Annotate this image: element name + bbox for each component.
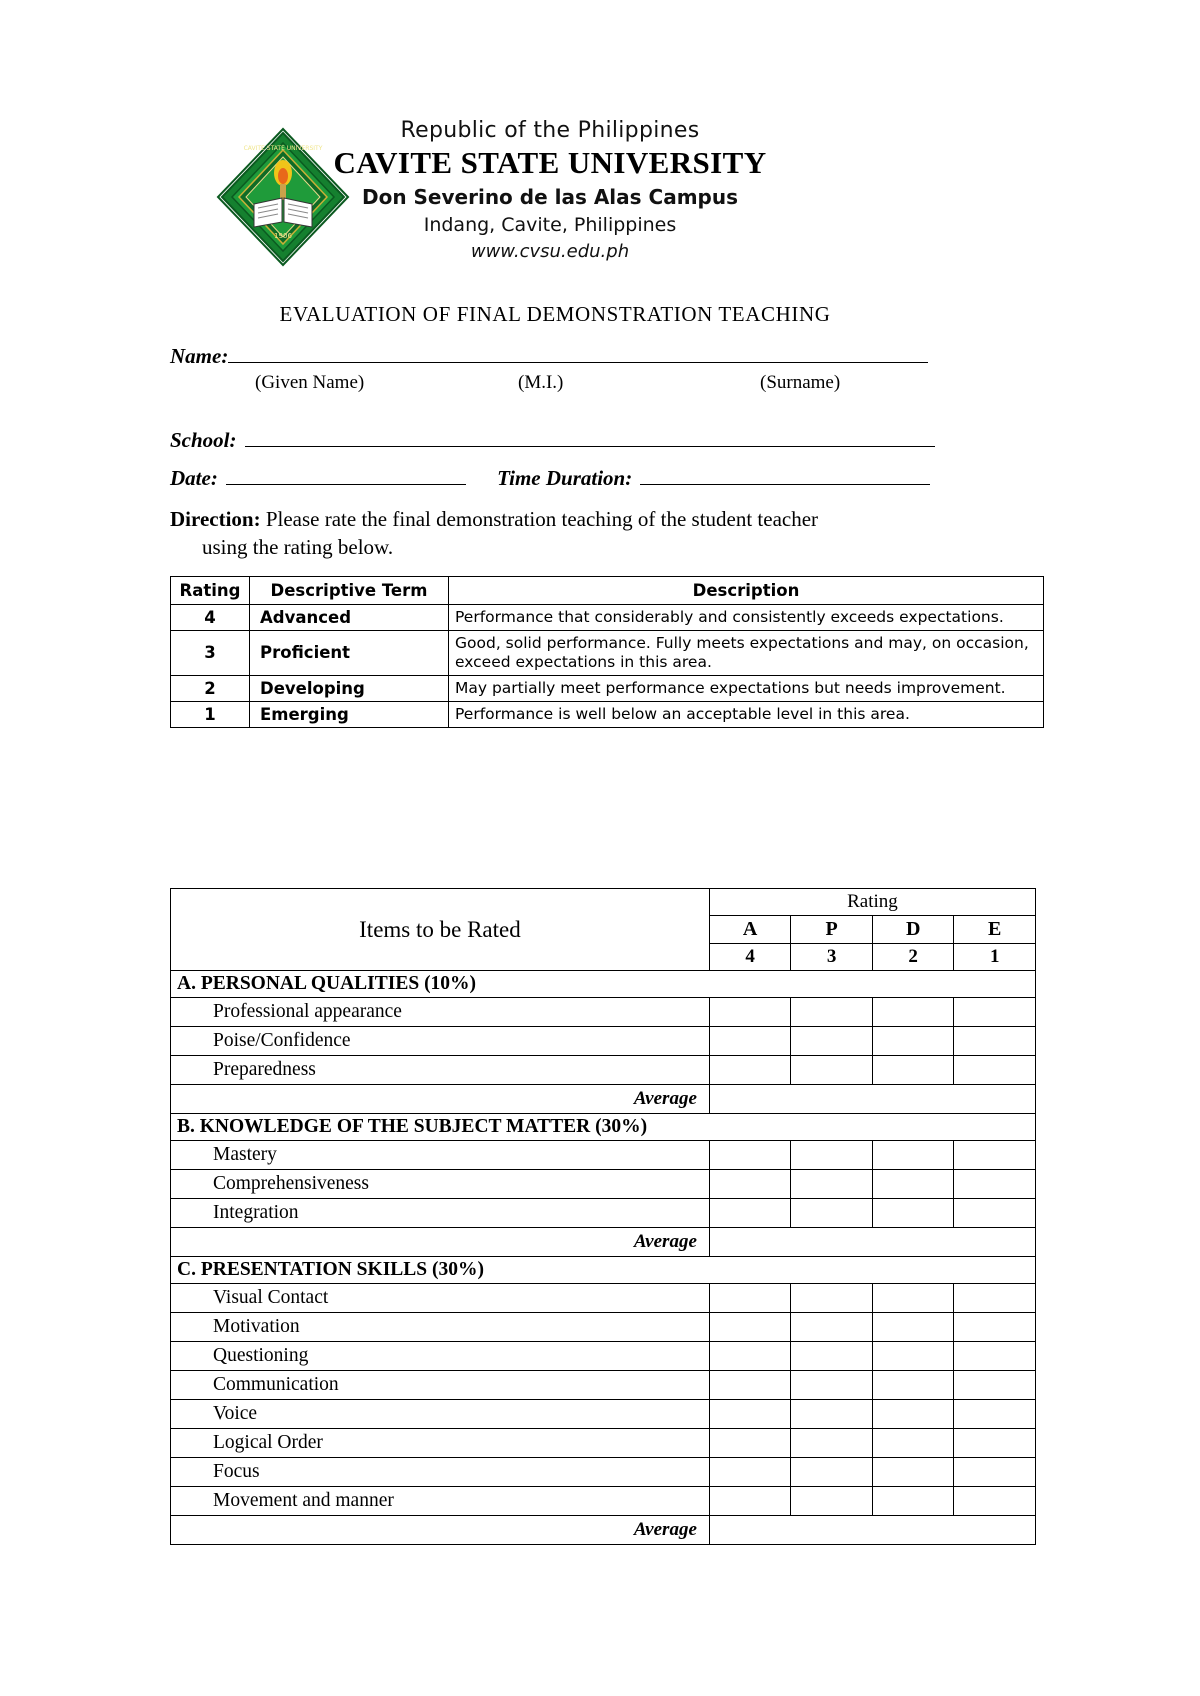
rating-cell-d[interactable] <box>872 1429 954 1458</box>
header-website: www.cvsu.edu.ph <box>470 241 630 262</box>
rating-cell-p[interactable] <box>791 1284 873 1313</box>
rating-col-e: E <box>954 916 1036 944</box>
legend-header-rating: Rating <box>171 577 250 605</box>
rating-header-label: Rating <box>709 889 1035 916</box>
date-label: Date: <box>170 466 218 490</box>
rating-legend-table <box>170 576 1044 728</box>
average-label-b: Average <box>171 1228 710 1257</box>
rating-cell-d[interactable] <box>872 1027 954 1056</box>
legend-rating-1: 1 <box>171 701 250 727</box>
rating-cell-e[interactable] <box>954 1342 1036 1371</box>
average-value-a[interactable] <box>709 1085 1035 1114</box>
date-input[interactable] <box>226 470 466 485</box>
rating-cell-a[interactable] <box>709 1313 791 1342</box>
legend-header-row <box>171 577 1044 605</box>
legend-row <box>171 631 1044 676</box>
rating-col-p-num: 3 <box>791 944 873 971</box>
rating-cell-d[interactable] <box>872 1284 954 1313</box>
rating-cell-a[interactable] <box>709 1141 791 1170</box>
legend-row <box>171 701 1044 727</box>
items-header-row-1 <box>171 889 1036 916</box>
rating-cell-e[interactable] <box>954 1056 1036 1085</box>
rating-cell-p[interactable] <box>791 1487 873 1516</box>
legend-term-emerging: Emerging <box>250 701 449 727</box>
rating-col-a: A <box>709 916 791 944</box>
section-header-row <box>171 971 1036 998</box>
rating-cell-e[interactable] <box>954 1284 1036 1313</box>
rating-cell-e[interactable] <box>954 1458 1036 1487</box>
rating-cell-p[interactable] <box>791 1313 873 1342</box>
rating-cell-d[interactable] <box>872 1400 954 1429</box>
rating-cell-a[interactable] <box>709 1056 791 1085</box>
legend-term-proficient: Proficient <box>250 631 449 676</box>
direction-text: Please rate the final demonstration teaching of the student teacher <box>265 507 819 531</box>
rating-col-p: P <box>791 916 873 944</box>
rating-cell-d[interactable] <box>872 1056 954 1085</box>
rating-cell-e[interactable] <box>954 998 1036 1027</box>
item-comprehensiveness: Comprehensiveness <box>171 1170 710 1199</box>
table-row <box>171 1170 1036 1199</box>
table-row <box>171 1056 1036 1085</box>
rating-cell-p[interactable] <box>791 1429 873 1458</box>
table-row <box>171 998 1036 1027</box>
rating-cell-a[interactable] <box>709 1199 791 1228</box>
table-row <box>171 1487 1036 1516</box>
surname-caption: (Surname) <box>760 372 841 393</box>
rating-cell-p[interactable] <box>791 1342 873 1371</box>
rating-cell-e[interactable] <box>954 1027 1036 1056</box>
item-poise-confidence: Poise/Confidence <box>171 1027 710 1056</box>
rating-cell-d[interactable] <box>872 1199 954 1228</box>
name-field-row <box>170 344 970 369</box>
svg-text:1906: 1906 <box>274 232 292 240</box>
direction-text-2: using the rating below. <box>202 535 394 560</box>
time-duration-label: Time Duration: <box>497 466 633 490</box>
table-row <box>171 1371 1036 1400</box>
document-header <box>0 118 1100 262</box>
table-row <box>171 1284 1036 1313</box>
rating-cell-e[interactable] <box>954 1487 1036 1516</box>
rating-cell-d[interactable] <box>872 1313 954 1342</box>
legend-desc-proficient: Good, solid performance. Fully meets expectations and may, on occasion, exceed expectations in this area. <box>449 631 1044 676</box>
rating-cell-d[interactable] <box>872 1371 954 1400</box>
header-location: Indang, Cavite, Philippines <box>423 214 677 236</box>
item-communication: Communication <box>171 1371 710 1400</box>
legend-term-advanced: Advanced <box>250 605 449 631</box>
rating-cell-a[interactable] <box>709 1458 791 1487</box>
legend-desc-advanced: Performance that considerably and consistently exceeds expectations. <box>449 605 1044 631</box>
rating-cell-a[interactable] <box>709 1487 791 1516</box>
header-republic: Republic of the Philippines <box>400 118 700 143</box>
name-captions <box>170 372 970 396</box>
section-title-b: B. KNOWLEDGE OF THE SUBJECT MATTER (30%) <box>171 1114 1036 1141</box>
rating-cell-a[interactable] <box>709 1170 791 1199</box>
rating-cell-e[interactable] <box>954 1371 1036 1400</box>
rating-cell-d[interactable] <box>872 1170 954 1199</box>
rating-cell-a[interactable] <box>709 1284 791 1313</box>
rating-cell-p[interactable] <box>791 1458 873 1487</box>
items-header-label: Items to be Rated <box>171 889 710 971</box>
rating-col-a-num: 4 <box>709 944 791 971</box>
school-input[interactable] <box>245 432 935 447</box>
table-row <box>171 1400 1036 1429</box>
svg-text:CAVITE STATE UNIVERSITY: CAVITE STATE UNIVERSITY <box>243 145 323 152</box>
rating-cell-a[interactable] <box>709 1342 791 1371</box>
average-value-c[interactable] <box>709 1516 1035 1545</box>
legend-row <box>171 605 1044 631</box>
rating-col-d-num: 2 <box>872 944 954 971</box>
item-mastery: Mastery <box>171 1141 710 1170</box>
rating-cell-p[interactable] <box>791 1371 873 1400</box>
average-row <box>171 1228 1036 1257</box>
rating-col-e-num: 1 <box>954 944 1036 971</box>
rating-cell-d[interactable] <box>872 1141 954 1170</box>
rating-cell-e[interactable] <box>954 1170 1036 1199</box>
mi-caption: (M.I.) <box>518 372 564 393</box>
legend-header-term: Descriptive Term <box>250 577 449 605</box>
item-motivation: Motivation <box>171 1313 710 1342</box>
table-row <box>171 1342 1036 1371</box>
given-name-caption: (Given Name) <box>255 372 365 393</box>
rating-cell-d[interactable] <box>872 998 954 1027</box>
name-label: Name: <box>170 344 229 368</box>
rating-cell-p[interactable] <box>791 1199 873 1228</box>
table-row <box>171 1429 1036 1458</box>
name-input[interactable] <box>228 348 928 363</box>
legend-desc-developing: May partially meet performance expectations but needs improvement. <box>449 675 1044 701</box>
item-professional-appearance: Professional appearance <box>171 998 710 1027</box>
rating-cell-p[interactable] <box>791 1056 873 1085</box>
table-row <box>171 1141 1036 1170</box>
rating-cell-a[interactable] <box>709 1027 791 1056</box>
rating-cell-a[interactable] <box>709 1400 791 1429</box>
section-header-row <box>171 1114 1036 1141</box>
rating-cell-p[interactable] <box>791 998 873 1027</box>
rating-cell-a[interactable] <box>709 1371 791 1400</box>
average-label-c: Average <box>171 1516 710 1545</box>
rating-cell-e[interactable] <box>954 1141 1036 1170</box>
header-university: CAVITE STATE UNIVERSITY <box>333 145 767 180</box>
table-row <box>171 1313 1036 1342</box>
rating-cell-a[interactable] <box>709 998 791 1027</box>
item-questioning: Questioning <box>171 1342 710 1371</box>
rating-cell-d[interactable] <box>872 1458 954 1487</box>
item-preparedness: Preparedness <box>171 1056 710 1085</box>
item-focus: Focus <box>171 1458 710 1487</box>
header-campus: Don Severino de las Alas Campus <box>361 185 738 209</box>
direction-block <box>170 505 970 562</box>
legend-rating-4: 4 <box>171 605 250 631</box>
time-duration-input[interactable] <box>640 470 930 485</box>
item-logical-order: Logical Order <box>171 1429 710 1458</box>
legend-header-description: Description <box>449 577 1044 605</box>
rating-col-d: D <box>872 916 954 944</box>
rating-cell-p[interactable] <box>791 1027 873 1056</box>
item-voice: Voice <box>171 1400 710 1429</box>
legend-rating-3: 3 <box>171 631 250 676</box>
rating-cell-e[interactable] <box>954 1429 1036 1458</box>
legend-desc-emerging: Performance is well below an acceptable level in this area. <box>449 701 1044 727</box>
school-field-row <box>170 428 935 453</box>
rating-cell-e[interactable] <box>954 1199 1036 1228</box>
rating-cell-a[interactable] <box>709 1429 791 1458</box>
item-integration: Integration <box>171 1199 710 1228</box>
table-row <box>171 1458 1036 1487</box>
rating-cell-p[interactable] <box>791 1170 873 1199</box>
rating-cell-p[interactable] <box>791 1400 873 1429</box>
rating-cell-d[interactable] <box>872 1342 954 1371</box>
table-row <box>171 1199 1036 1228</box>
items-rating-table <box>170 888 1036 1545</box>
school-label: School: <box>170 428 237 452</box>
average-row <box>171 1516 1036 1545</box>
legend-term-developing: Developing <box>250 675 449 701</box>
legend-rating-2: 2 <box>171 675 250 701</box>
table-row <box>171 1027 1036 1056</box>
average-label-a: Average <box>171 1085 710 1114</box>
average-value-b[interactable] <box>709 1228 1035 1257</box>
item-movement-and-manner: Movement and manner <box>171 1487 710 1516</box>
item-visual-contact: Visual Contact <box>171 1284 710 1313</box>
direction-label: Direction: <box>170 507 261 531</box>
section-header-row <box>171 1257 1036 1284</box>
rating-cell-e[interactable] <box>954 1313 1036 1342</box>
rating-cell-p[interactable] <box>791 1141 873 1170</box>
average-row <box>171 1085 1036 1114</box>
rating-cell-d[interactable] <box>872 1487 954 1516</box>
legend-row <box>171 675 1044 701</box>
date-field-row <box>170 466 930 491</box>
section-title-a: A. PERSONAL QUALITIES (10%) <box>171 971 1036 998</box>
page-title: EVALUATION OF FINAL DEMONSTRATION TEACHING <box>279 302 831 326</box>
rating-cell-e[interactable] <box>954 1400 1036 1429</box>
section-title-c: C. PRESENTATION SKILLS (30%) <box>171 1257 1036 1284</box>
